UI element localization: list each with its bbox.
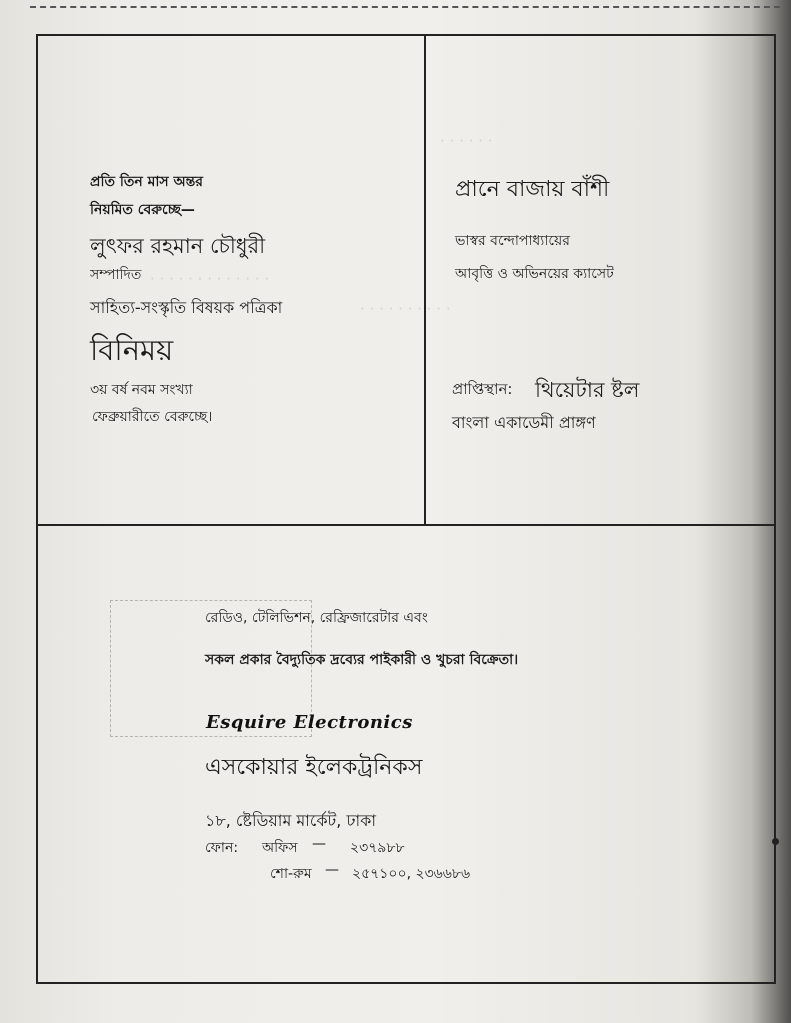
magazine-title: বিনিময় bbox=[90, 333, 174, 367]
frequency-text: প্রতি তিন মাস অন্তর bbox=[90, 174, 204, 190]
release-text: ফেব্রুয়ারীতে বেরুচ্ছে। bbox=[92, 409, 213, 425]
magazine-type: সাহিত্য-সংস্কৃতি বিষয়ক পত্রিকা bbox=[90, 298, 283, 317]
showroom-numbers: ২৫৭১০০, ২৩৬৬৮৬ bbox=[352, 866, 471, 882]
office-label: অফিস bbox=[262, 840, 298, 856]
office-dash: — bbox=[312, 836, 326, 852]
address-text: ১৮, ষ্টেডিয়াম মার্কেট, ঢাকা bbox=[205, 811, 376, 830]
availability-label: প্রাপ্তিস্থান: bbox=[452, 380, 513, 398]
bleed-through-mark: · · · · · · · · · · bbox=[360, 300, 451, 318]
availability-place: থিয়েটার ষ্টল bbox=[535, 378, 640, 402]
vertical-divider bbox=[424, 36, 426, 524]
editor-name: লুৎফর রহমান চৌধুরী bbox=[90, 234, 266, 258]
products-line: রেডিও, টেলিভিশন, রেফ্রিজারেটার এবং bbox=[205, 610, 428, 626]
phone-label: ফোন: bbox=[205, 840, 239, 856]
bleed-through-mark: · · · · · · bbox=[440, 132, 493, 150]
regular-text: নিয়মিত বেরুচ্ছে— bbox=[90, 202, 195, 218]
top-cut-line bbox=[30, 6, 780, 8]
seller-line: সকল প্রকার বৈদ্যুতিক দ্রব্যের পাইকারী ও খুচরা বিক্রেতা। bbox=[205, 652, 519, 668]
artist-text: ভাস্বর বন্দোপাধ্যায়ের bbox=[455, 233, 570, 249]
punch-hole-mark bbox=[772, 838, 779, 845]
brand-logo-english: Esquire Electronics bbox=[206, 712, 413, 733]
brand-name-bengali: এসকোয়ার ইলেকট্রনিকস bbox=[205, 755, 423, 780]
horizontal-divider bbox=[38, 524, 774, 526]
cassette-description: আবৃত্তি ও অভিনয়ের ক্যাসেট bbox=[455, 266, 614, 282]
availability-location: বাংলা একাডেমী প্রাঙ্গণ bbox=[452, 413, 596, 432]
edited-text: সম্পাদিত bbox=[90, 267, 142, 283]
showroom-label: শো-রুম bbox=[270, 866, 312, 882]
cassette-title: প্রানে বাজায় বাঁশী bbox=[455, 177, 610, 202]
issue-text: ৩য় বর্ষ নবম সংখ্যা bbox=[90, 382, 193, 398]
showroom-dash: — bbox=[325, 862, 339, 878]
bleed-through-mark: · · · · · · · · · · · · · bbox=[150, 270, 270, 288]
office-number: ২৩৭৯৮৮ bbox=[350, 840, 405, 856]
